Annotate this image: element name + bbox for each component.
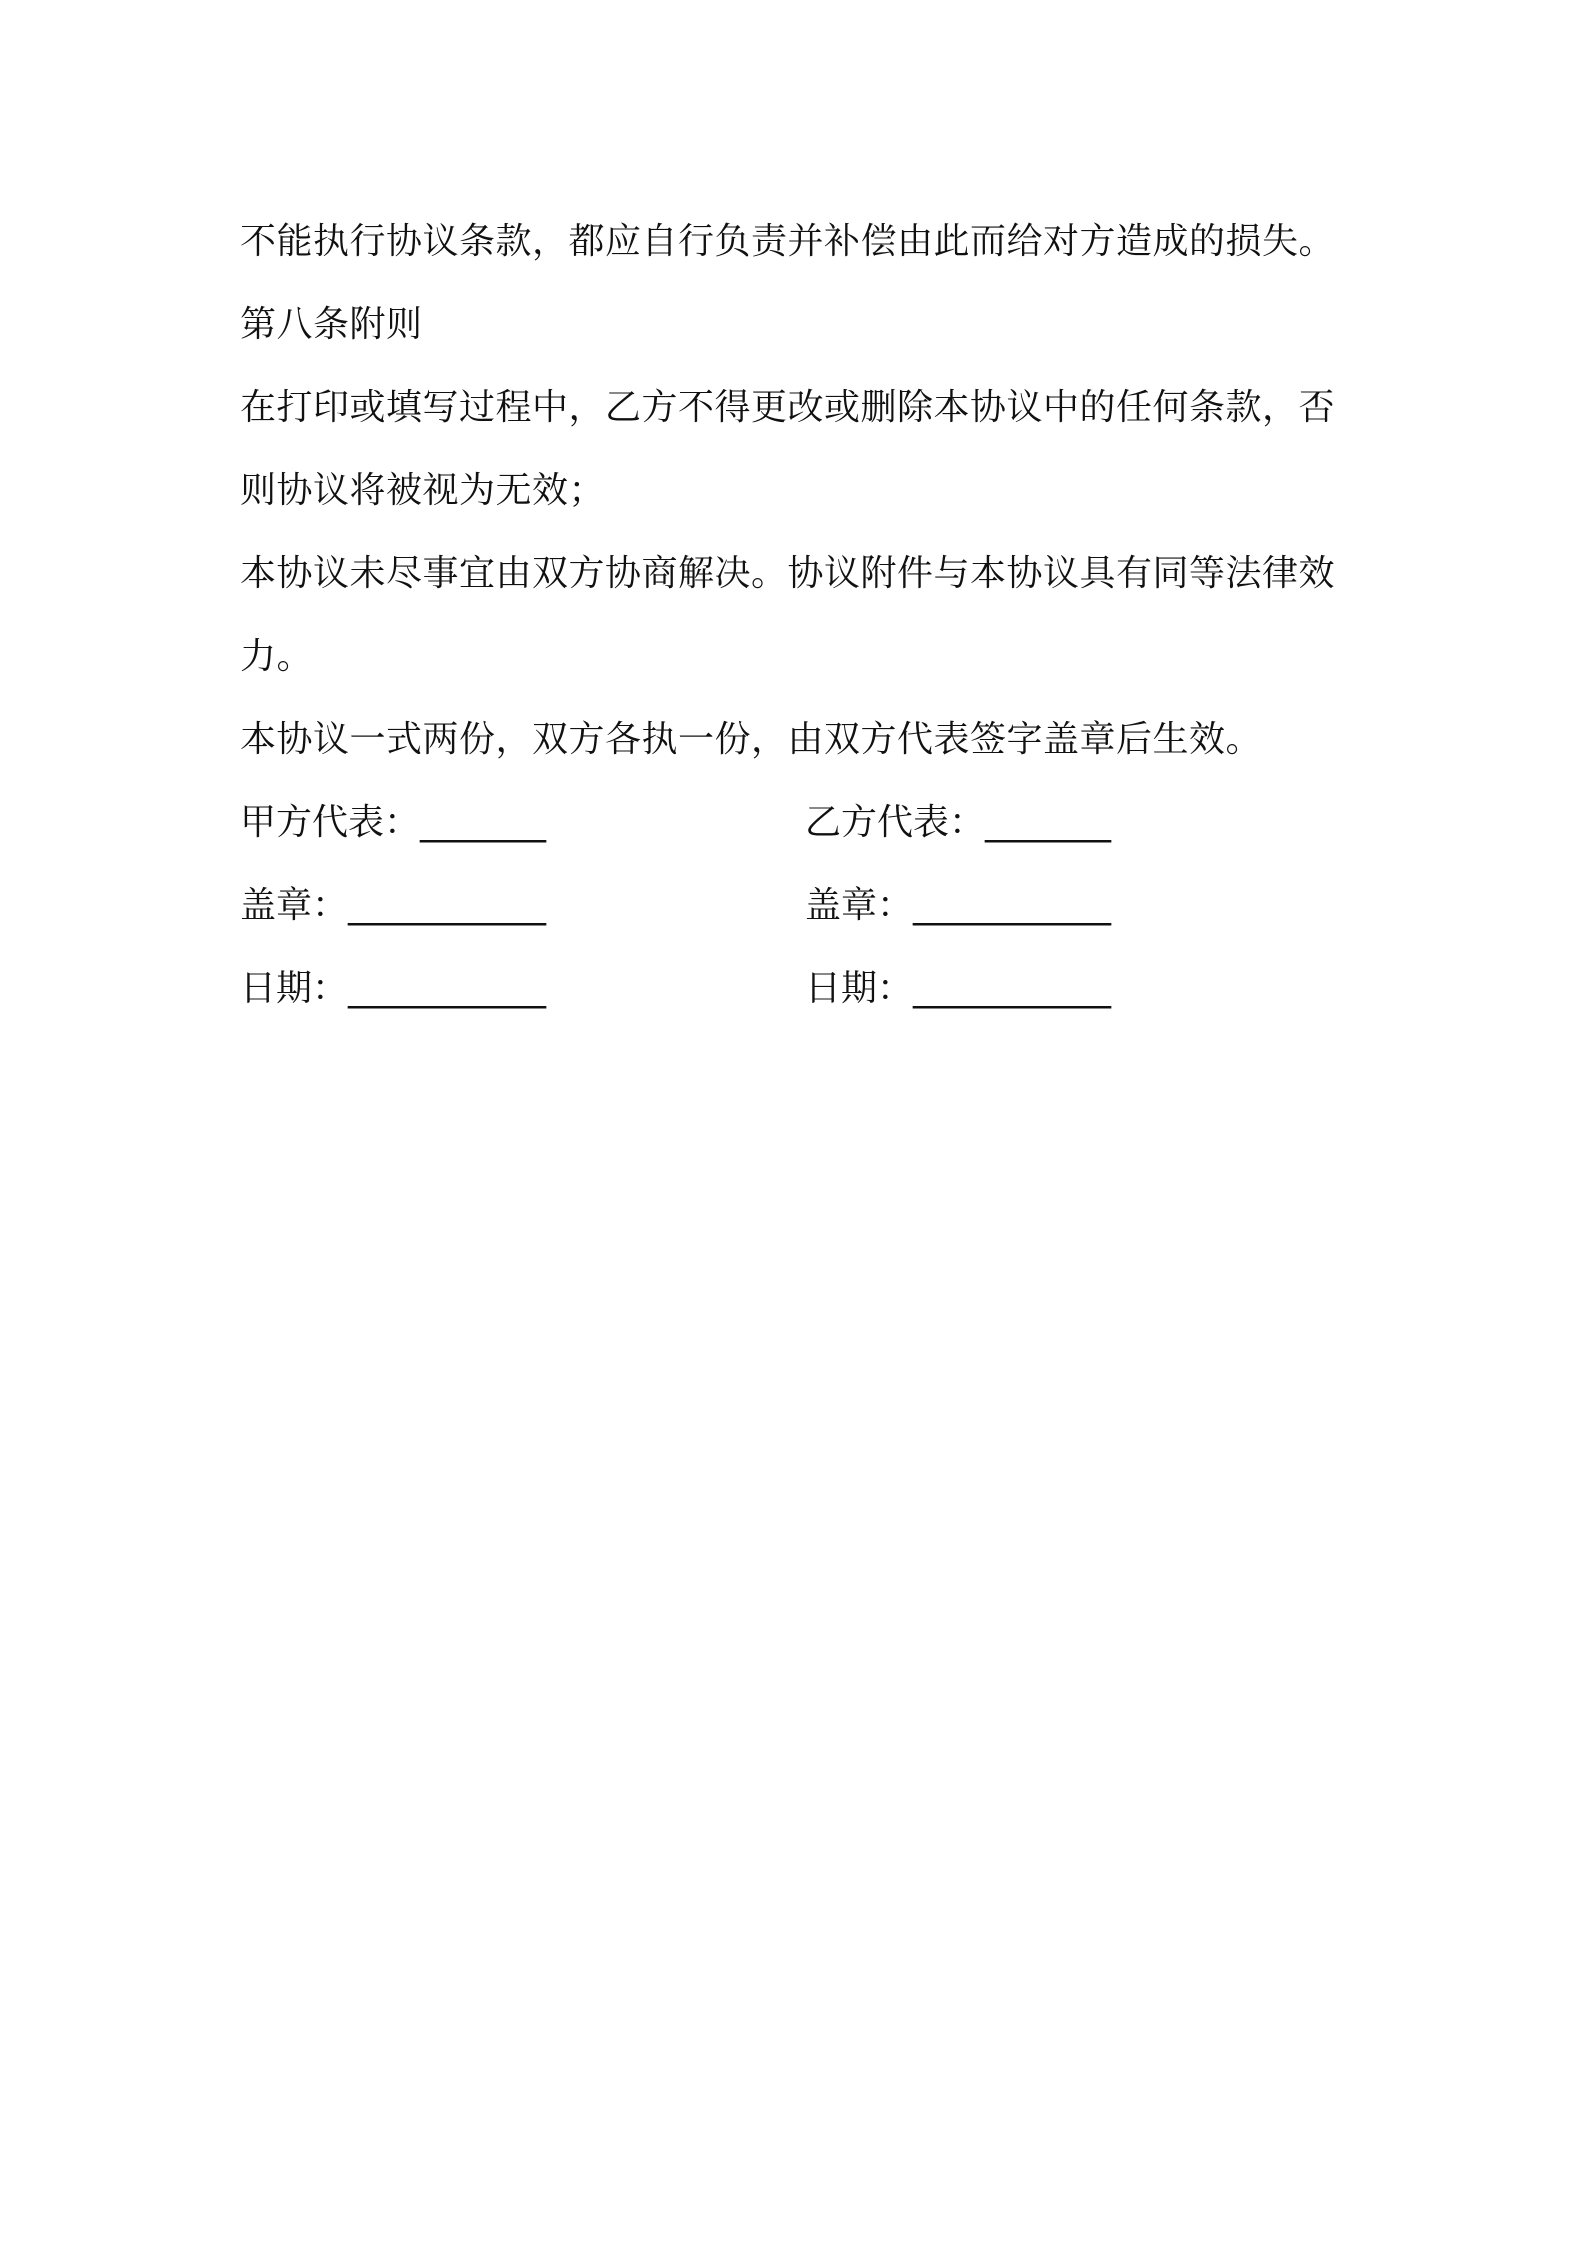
party-b-date-field: 日期：___________ xyxy=(805,968,1112,1009)
paragraph-line: 在打印或填写过程中，乙方不得更改或删除本协议中的任何条款，否 xyxy=(240,387,1336,428)
party-b-representative-field: 乙方代表：_______ xyxy=(805,802,1112,843)
signature-row-seal xyxy=(240,864,1360,947)
party-a-representative-field: 甲方代表：_______ xyxy=(240,802,547,843)
party-a-seal-field: 盖章：___________ xyxy=(240,885,547,926)
paragraph-line: 本协议未尽事宜由双方协商解决。协议附件与本协议具有同等法律效 xyxy=(240,553,1336,594)
section-heading: 第八条附则 xyxy=(240,304,423,345)
party-a-date-field: 日期：___________ xyxy=(240,968,547,1009)
paragraph-line: 则协议将被视为无效； xyxy=(240,470,606,511)
paragraph-line: 不能执行协议条款，都应自行负责并补偿由此而给对方造成的损失。 xyxy=(240,221,1336,262)
document-body xyxy=(240,200,1360,1030)
party-b-seal-field: 盖章：___________ xyxy=(805,885,1112,926)
paragraph-line: 本协议一式两份，双方各执一份，由双方代表签字盖章后生效。 xyxy=(240,719,1263,760)
signature-row-representative xyxy=(240,781,1360,864)
signature-row-date xyxy=(240,947,1360,1030)
paragraph-line: 力。 xyxy=(240,636,314,677)
